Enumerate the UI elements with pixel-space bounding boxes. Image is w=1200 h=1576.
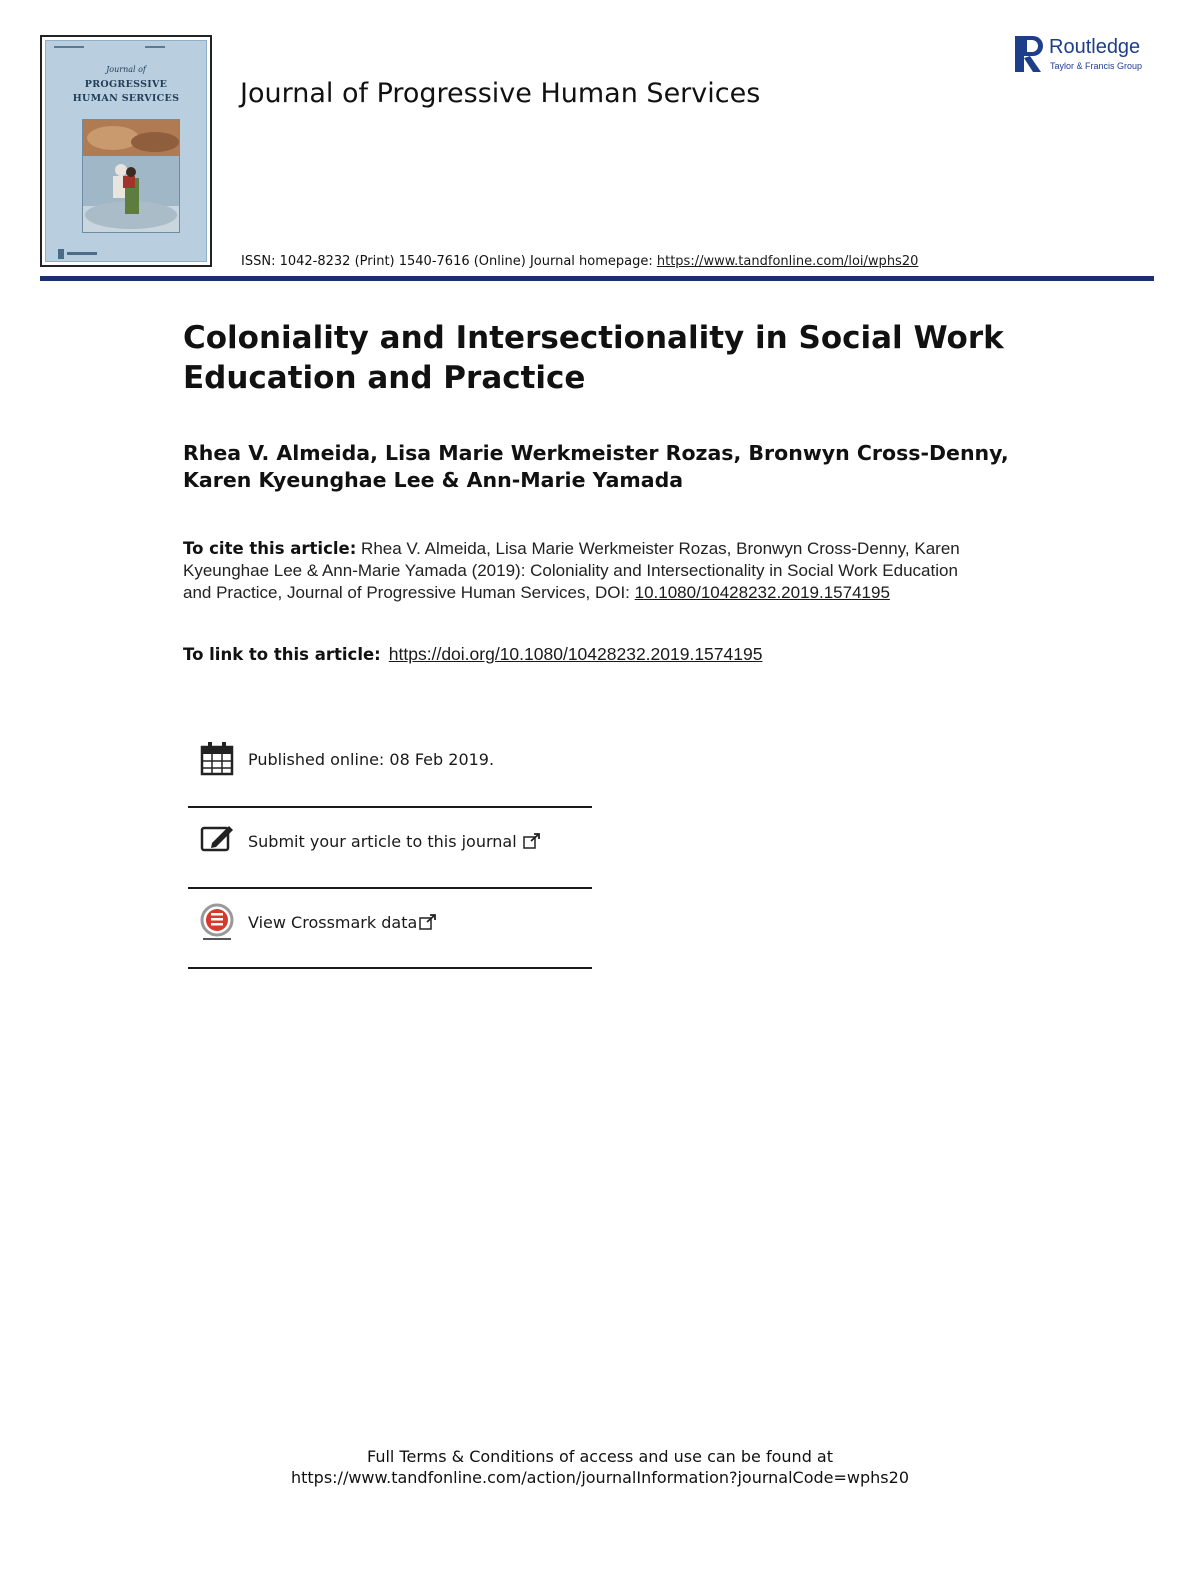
- crossmark-label: View Crossmark data: [248, 913, 418, 932]
- routledge-logo[interactable]: [1015, 34, 1165, 76]
- citation-block: [183, 538, 973, 604]
- cite-doi-link[interactable]: 10.1080/10428232.2019.1574195: [634, 583, 890, 602]
- link-label: To link to this article:: [183, 645, 381, 664]
- article-doi-link[interactable]: https://doi.org/10.1080/10428232.2019.1574195: [388, 644, 763, 664]
- info-divider-2: [188, 887, 592, 889]
- article-link-line: [183, 644, 762, 665]
- info-divider-1: [188, 806, 592, 808]
- cite-text: Rhea V. Almeida, Lisa Marie Werkmeister Rozas, Bronwyn Cross-Denny, Karen Kyeunghae Lee & Ann-Marie Yamada (2019): Coloniality and Intersectionality in Social Work Education and Practice, Journal of Progressive Human Services, DOI:: [183, 539, 960, 602]
- cover-publisher-logo: [58, 249, 98, 259]
- header-rule: [40, 276, 1154, 281]
- journal-title: Journal of Progressive Human Services: [240, 78, 761, 109]
- issn-text: ISSN: 1042-8232 (Print) 1540-7616 (Online) Journal homepage:: [241, 254, 657, 269]
- published-row: [188, 740, 592, 820]
- cover-title-top: Journal of: [106, 65, 146, 74]
- cover-artwork: [82, 119, 180, 233]
- cite-label: To cite this article:: [183, 539, 357, 558]
- external-link-icon: [419, 914, 437, 930]
- external-link-icon: [523, 833, 541, 849]
- cover-top-strip: [54, 45, 198, 53]
- issn-line: [241, 254, 918, 269]
- article-title: Coloniality and Intersectionality in Social Work Education and Practice: [183, 320, 1004, 396]
- submit-article-link[interactable]: [248, 832, 541, 851]
- crossmark-link[interactable]: [248, 913, 437, 932]
- cover-title-line2: HUMAN SERVICES: [72, 93, 180, 104]
- journal-homepage-link[interactable]: https://www.tandfonline.com/loi/wphs20: [656, 254, 919, 269]
- publisher-subtitle: Taylor & Francis Group: [1050, 61, 1143, 71]
- crossmark-icon: [200, 903, 234, 943]
- crossmark-row[interactable]: [188, 903, 592, 983]
- submit-row[interactable]: [188, 822, 592, 902]
- article-authors: Rhea V. Almeida, Lisa Marie Werkmeister Rozas, Bronwyn Cross-Denny, Karen Kyeunghae Lee & Ann-Marie Yamada: [183, 441, 1009, 492]
- footer-terms: [0, 1446, 1200, 1488]
- edit-icon: [200, 822, 234, 858]
- journal-cover-image: [40, 35, 212, 267]
- calendar-icon: [200, 740, 234, 776]
- footer-terms-url[interactable]: https://www.tandfonline.com/action/journalInformation?journalCode=wphs20: [290, 1468, 909, 1487]
- publisher-name: Routledge: [1049, 36, 1141, 58]
- cover-inner: [45, 40, 207, 262]
- published-date: Published online: 08 Feb 2019.: [248, 750, 495, 769]
- footer-line-1: Full Terms & Conditions of access and use can be found at: [366, 1447, 834, 1466]
- cover-title-line1: PROGRESSIVE: [84, 79, 168, 90]
- submit-label: Submit your article to this journal: [248, 832, 517, 851]
- routledge-r-icon: [1015, 34, 1045, 74]
- info-divider-3: [188, 967, 592, 969]
